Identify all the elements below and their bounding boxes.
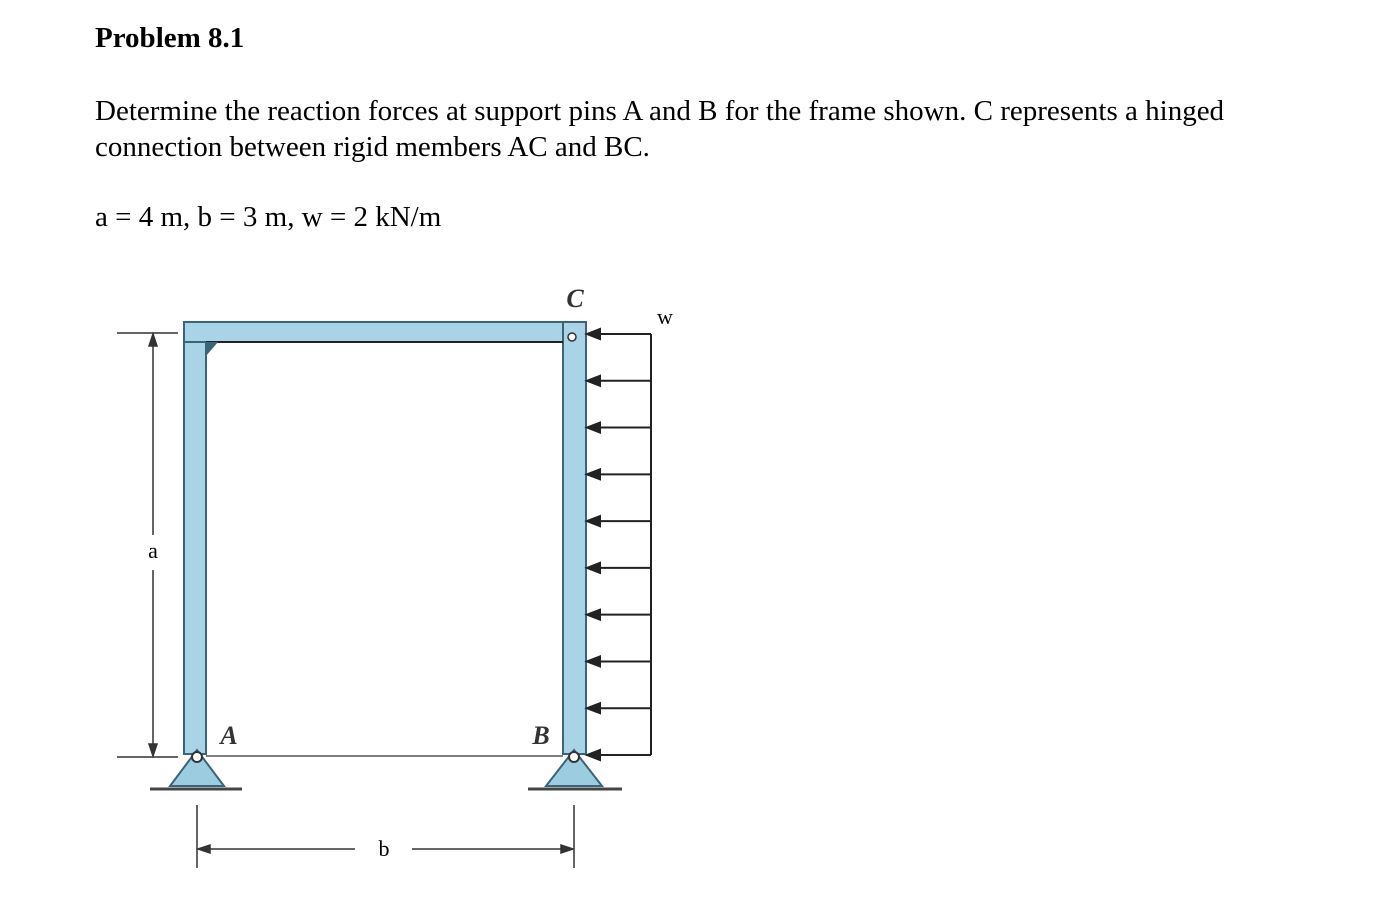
label-w: w bbox=[657, 304, 673, 329]
label-b: B bbox=[532, 721, 550, 750]
member-left-column bbox=[184, 322, 206, 754]
load-arrow-head bbox=[587, 563, 600, 573]
dimension-b-label: b bbox=[378, 836, 390, 861]
load-arrow-head bbox=[587, 750, 600, 760]
distributed-load-w bbox=[587, 329, 651, 760]
problem-parameters: a = 4 m, b = 3 m, w = 2 kN/m bbox=[95, 201, 442, 233]
frame-members bbox=[184, 322, 586, 754]
load-arrow-head bbox=[587, 329, 600, 339]
dimension-a-label: a bbox=[148, 538, 158, 563]
hinge-c bbox=[568, 333, 576, 341]
label-c: C bbox=[566, 284, 584, 313]
label-a: A bbox=[220, 721, 238, 750]
load-arrow-head bbox=[587, 423, 600, 433]
problem-title: Problem 8.1 bbox=[95, 22, 245, 54]
problem-statement: Determine the reaction forces at support pins A and B for the frame shown. C represents a hinged connection between rigid members AC and BC. bbox=[95, 95, 1225, 163]
load-arrow-head bbox=[587, 610, 600, 620]
member-top-beam bbox=[184, 322, 586, 342]
load-arrow-head bbox=[587, 376, 600, 386]
load-arrow-head bbox=[587, 656, 600, 666]
member-right-column bbox=[563, 322, 586, 754]
load-arrow-head bbox=[587, 703, 600, 713]
load-arrow-head bbox=[587, 469, 600, 479]
load-arrow-head bbox=[587, 516, 600, 526]
